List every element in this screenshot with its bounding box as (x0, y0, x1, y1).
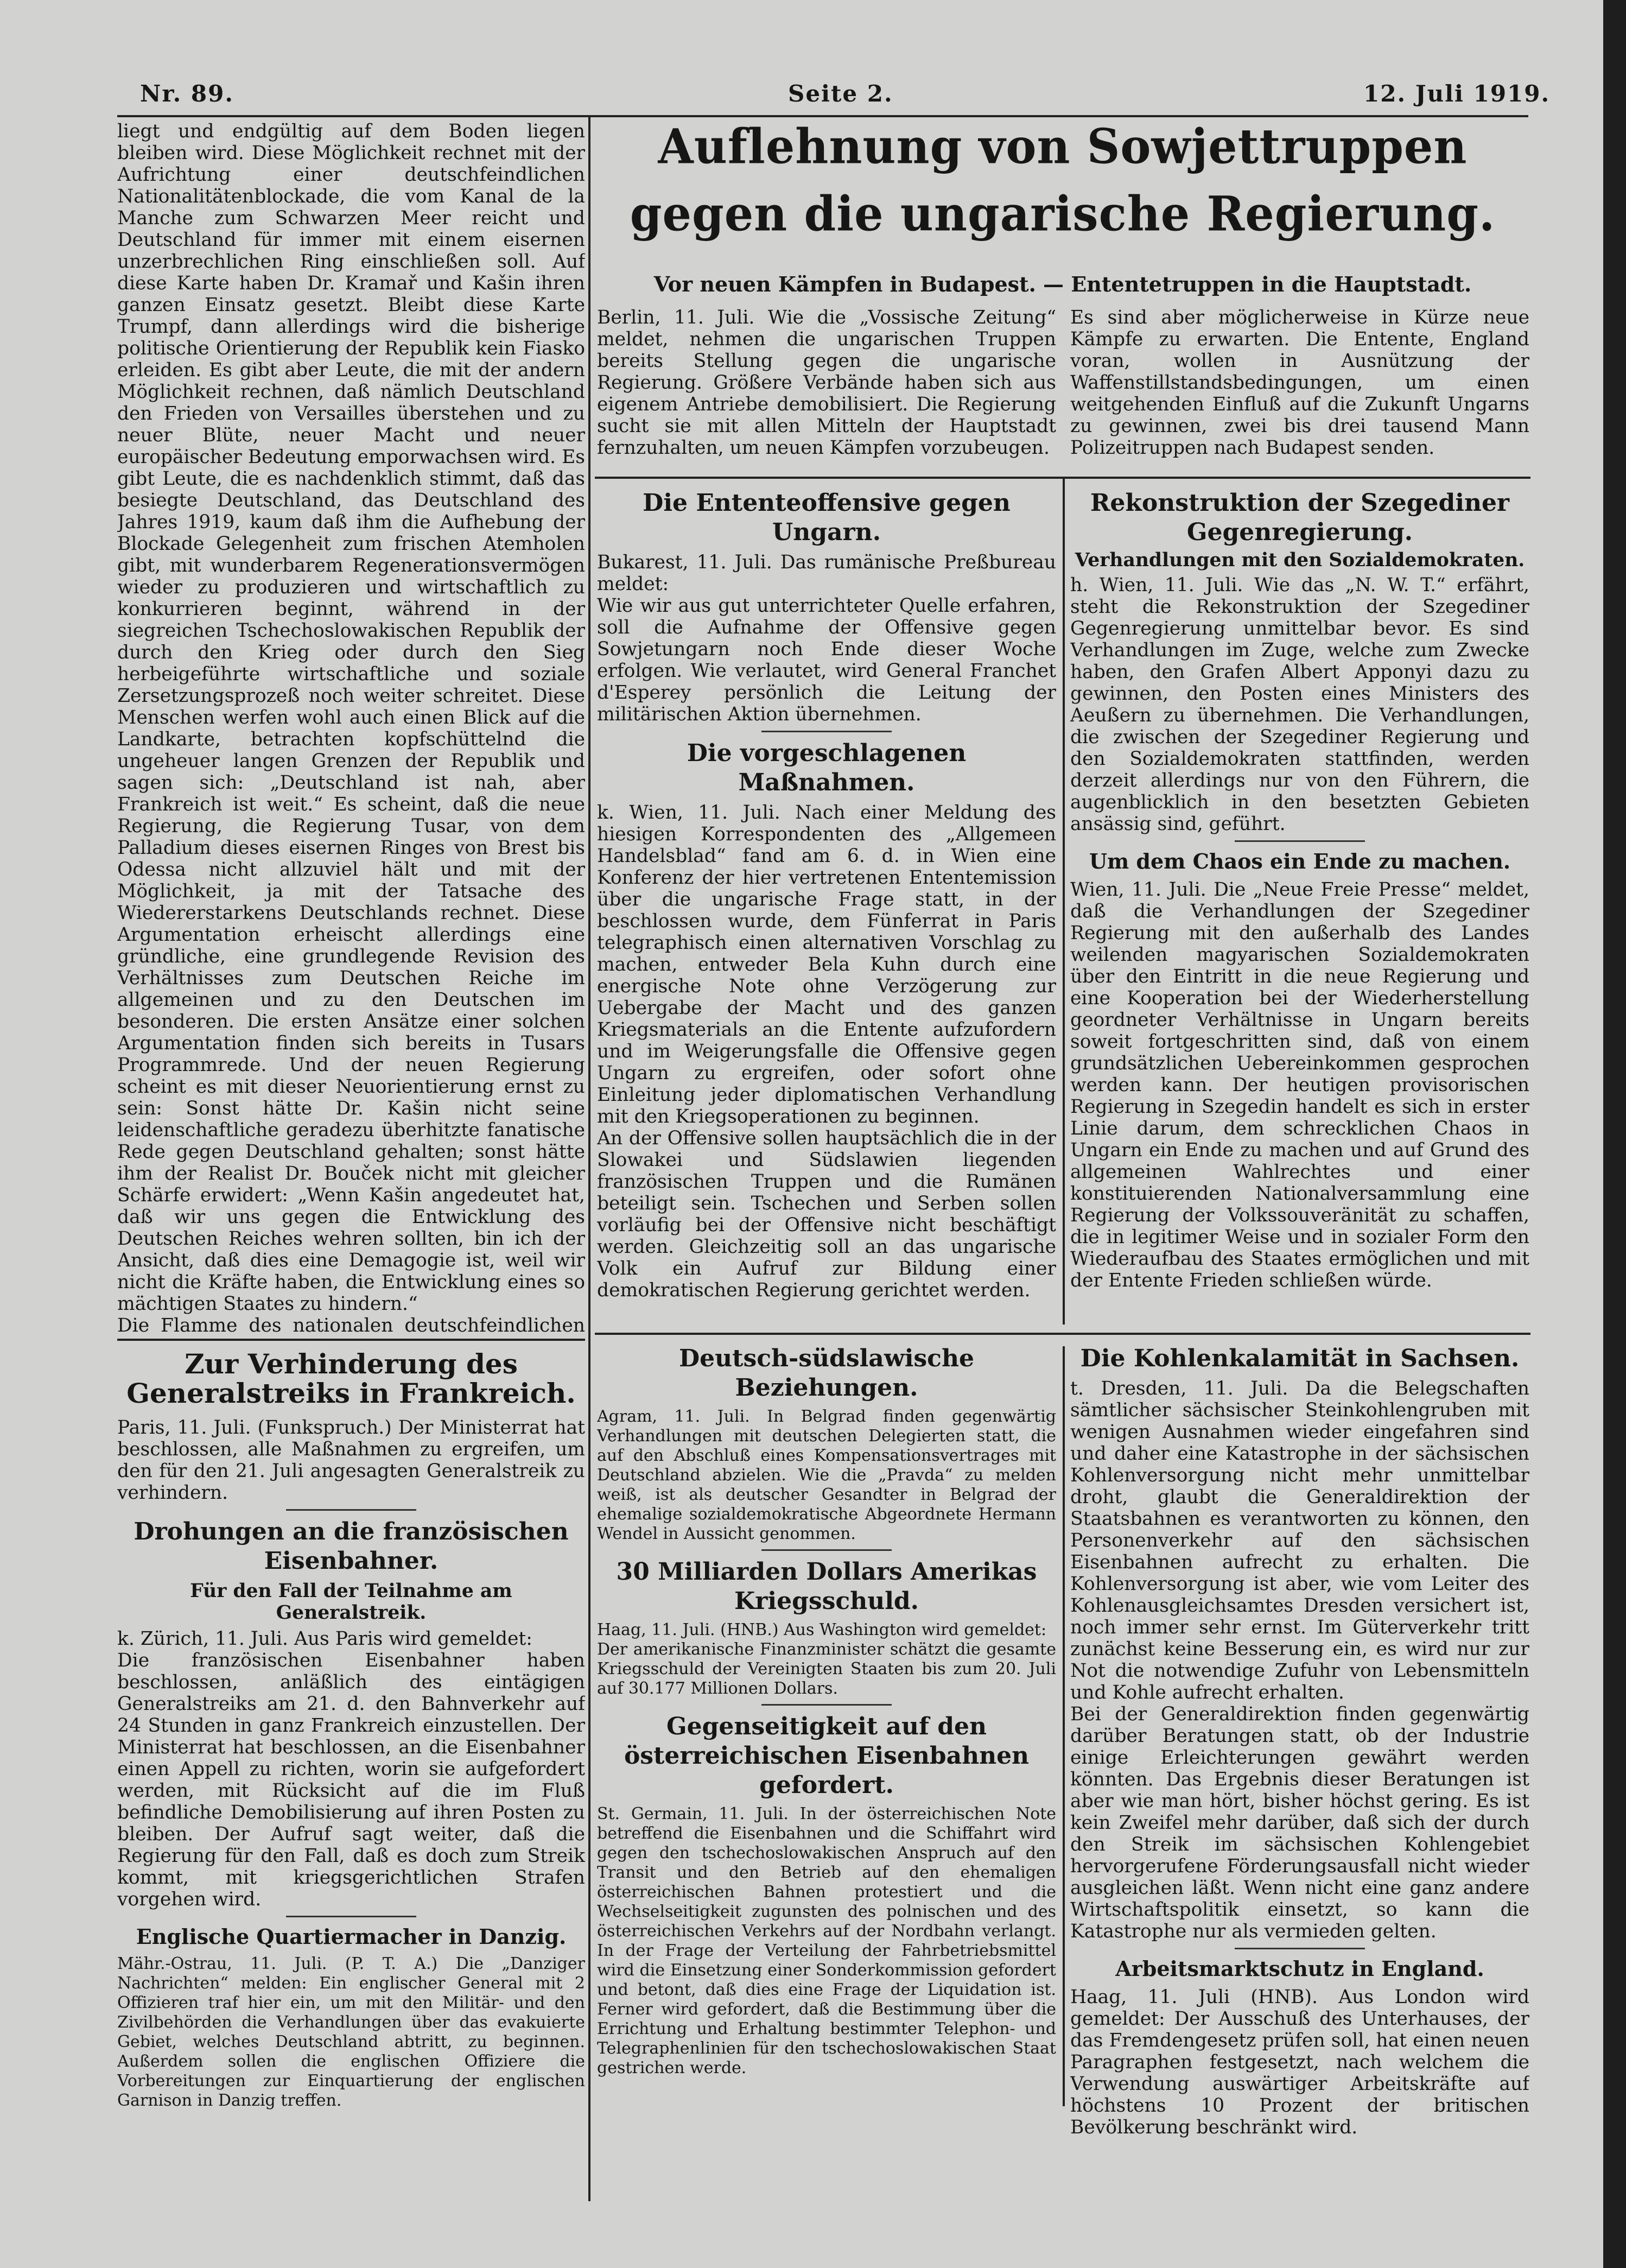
divider (1235, 1948, 1365, 1949)
subhead-threats: Für den Fall der Teilnahme am Generalstreik. (190, 1580, 512, 1624)
body-entente-offensive: Bukarest, 11. Juli. Das rumänische Preßbureau meldet: Wie wir aus gut unterrichteter Quelle erfahren, soll die Aufnahme der Offensive gegen Sowjetungarn noch Ende dieser Woche erfolgen. Wie verlautet, wird General Franchet d'Esperey persönlich die Leitung der militärischen Aktion übernehmen. (597, 552, 1056, 725)
headline-general-strike: Zur Verhinderung des Generalstreiks in Frankreich. (126, 1350, 576, 1409)
lead-body-right-col (1070, 307, 1529, 470)
headline-measures: Die vorgeschlagenen Maßnahmen. (687, 739, 967, 796)
page-label: Seite 2. (788, 80, 893, 107)
body-war-debt: Haag, 11. Juli. (HNB.) Aus Washington wird gemeldet: Der amerikanische Finanzminister schätzt die gesamte Kriegsschuld der Vereinigten Staaten bis zum 20. Juli auf 30.177 Millionen Dollars. (597, 1620, 1056, 1698)
left-column-lower (117, 1350, 585, 2240)
issue-date: 12. Juli 1919. (1363, 80, 1551, 107)
lead-body-right: Es sind aber möglicherweise in Kürze neue Kämpfe zu erwarten. Die Entente, England voran, wollen in Ausnützung der Waffenstillstandsbedingungen, um einen weitgehenden Einfluß auf die Zukunft Ungarns zu gewinnen, zwei bis drei tausend Mann Polizeitruppen nach Budapest senden. (1070, 307, 1529, 459)
headline-war-debt: 30 Milliarden Dollars Amerikas Kriegsschuld. (616, 1558, 1037, 1615)
headline-coal: Die Kohlenkalamität in Sachsen. (1080, 1345, 1520, 1372)
headline-entente-offensive: Die Ententeoffensive gegen Ungarn. (643, 489, 1011, 546)
headline-reciprocity: Gegenseitigkeit auf den österreichischen Eisenbahnen gefordert. (624, 1713, 1030, 1799)
right-column-lower (1070, 1344, 1529, 2234)
lead-body-left: Berlin, 11. Juli. Wie die „Vossische Zeitung“ meldet, nehmen die ungarischen Truppen bereits Stellung gegen die ungarische Regierung. Größere Verbände haben sich aus eigenem Antriebe demobilisiert. Die Regierung sucht sie mit allen Mitteln der Hauptstadt fernzuhalten, um neuen Kämpfen vorzubeugen. (597, 307, 1056, 459)
body-szegedin: h. Wien, 11. Juli. Wie das „N. W. T.“ erfährt, steht die Rekonstruktion der Szegediner Gegenregierung unmittelbar bevor. Es sind Verhandlungen im Zuge, welche zum Zwecke haben, den Grafen Albert Apponyi dazu zu gewinnen, den Posten eines Ministers des Aeußern zu übernehmen. Die Verhandlungen, die zwischen der Szegediner Regierung und den Sozialdemokraten stattfinden, werden derzeit allerdings nur von den Führern, die augenblicklich in den besetzten Gebieten ansässig sind, geführt. (1070, 574, 1529, 835)
issue-number: Nr. 89. (140, 80, 234, 107)
body-danzig: Mähr.-Ostrau, 11. Juli. (P. T. A.) Die „Danziger Nachrichten“ melden: Ein englischer General mit 2 Offizieren traf hier ein, um mit den Militär- und den Zivilbehörden die Verhandlungen über das evakuierte Gebiet, welches Deutschland abtritt, zu beginnen. Außerdem sollen die englischen Offiziere die Vorbereitungen zur Einquartierung der englischen Garnison in Danzig treffen. (117, 1954, 585, 2110)
headline-labor: Arbeitsmarktschutz in England. (1115, 1956, 1484, 1981)
body-measures: k. Wien, 11. Juli. Nach einer Meldung des hiesigen Korrespondenten des „Allgemeen Handelsblad“ fand am 6. d. in Wien eine Konferenz der hier vertretenen Ententemission über die ungarische Frage statt, in der beschlossen wurde, dem Fünferrat in Paris telegraphisch einen alternativen Vorschlag zu machen, entweder Bela Kuhn durch eine energische Note ohne Verzögerung zur Uebergabe der Macht und des ganzen Kriegsmaterials an die Entente aufzufordern und im Weigerungsfalle die Offensive gegen Ungarn zu ergreifen, oder sofort ohne Einleitung jeder diplomatischen Verhandlung mit den Kriegsoperationen zu beginnen. An der Offensive sollen hauptsächlich die in der Slowakei und Südslawien liegenden französischen Truppen und die Rumänen beteiligt sein. Tschechen und Serben sollen vorläufig bei der Offensive nicht beschäftigt werden. Gleichzeitig soll an das ungarische Volk ein Aufruf zur Bildung einer demokratischen Regierung gerichtet werden. (597, 802, 1056, 1301)
section-rule-middle (595, 1333, 1530, 1335)
headline-danzig: Englische Quartiermacher in Danzig. (136, 1924, 567, 1949)
continuation-text: liegt und endgültig auf dem Boden liegen bleiben wird. Diese Möglichkeit rechnet mit der Aufrichtung einer deutschfeindlichen Nationalitätenblockade, die vom Kanal de la Manche zum Schwarzen Meer reicht und Deutschland für immer mit einem eisernen unzerbrechlichen Ring einschließen soll. Auf diese Karte haben Dr. Kramař und Kašin ihren ganzen Einsatz gesetzt. Bleibt diese Karte Trumpf, dann allerdings wird die bisherige politische Orientierung der Republik kein Fiasko erleiden. Es gibt aber Leute, die mit der andern Möglichkeit rechnen, daß nämlich Deutschland den Frieden von Versailles überstehen und zu neuer Blüte, neuer Macht und neuer europäischer Bedeutung emporwachsen wird. Es gibt Leute, die es nachdenklich stimmt, daß das besiegte Deutschland, das Deutschland des Jahres 1919, kaum daß ihm die Aufhebung der Blockade Gelegenheit zum frischen Atemholen gibt, mit wunderbarem Regenerationsvermögen wieder zu produzieren und wirtschaftlich zu konkurrieren beginnt, während in der siegreichen Tschechoslowakischen Republik der durch den Krieg oder durch den Sieg herbeigeführte wirtschaftliche und soziale Zersetzungsprozeß noch weiter schreitet. Diese Menschen werfen wohl auch einen Blick auf die Landkarte, betrachten kopfschüttelnd die ungeheuer langen Grenzen der Republik und sagen sich: „Deutschland ist nah, aber Frankreich ist weit.“ Es scheint, daß die neue Regierung, die Regierung Tusar, von dem Palladium dieses eisernen Ringes von Brest bis Odessa nicht allzuviel hält und mit der Möglichkeit, ja mit der Tatsache des Wiedererstarkens Deutschlands rechnet. Diese Argumentation erheischt allerdings eine gründliche, eine grundlegende Revision des Verhältnisses zum Deutschen Reiche im allgemeinen und zu den Deutschen im besonderen. Die ersten Ansätze einer solchen Argumentation finden sich bereits in Tusars Programmrede. Und der neuen Regierung scheint es mit dieser Neuorientierung ernst zu sein: Sonst hätte Dr. Kašin nicht seine leidenschaftliche geradezu überhitzte fanatische Rede gegen Deutschland gehalten; sonst hätte ihm der Realist Dr. Bouček nicht mit gleicher Schärfe erwidert: „Wenn Kašin angedeutet hat, daß wir uns gegen die Entwicklung des Deutschen Reiches wehren sollten, bin ich der Ansicht, daß dies eine Demagogie ist, weil wir nicht die Kräfte haben, die Entwicklung eines so mächtigen Staates zu hindern.“ Die Flamme des nationalen deutschfeindlichen (117, 121, 585, 1336)
headline-szegedin: Rekonstruktion der Szegediner Gegenregierung. (1090, 489, 1510, 546)
divider (761, 731, 892, 732)
body-labor: Haag, 11. Juli (HNB). Aus London wird gemeldet: Der Ausschuß des Unterhauses, der das Fremdengesetz prüfen soll, hat einen neuen Paragraphen festgesetzt, nach welchem die Verwendung auswärtiger Arbeitskräfte auf höchstens 10 Prozent der britischen Bevölkerung beschränkt wird. (1070, 1986, 1529, 2138)
body-yugoslav: Agram, 11. Juli. In Belgrad finden gegenwärtig Verhandlungen mit deutschen Delegierten statt, die auf den Abschluß eines Kompensationsvertrages mit Deutschland abzielen. Wie die „Pravda“ zu melden weiß, ist als deutscher Gesandter in Belgrad der ehemalige sozialdemokratische Abgeordnete Hermann Wendel in Aussicht genommen. (597, 1407, 1056, 1543)
body-reciprocity: St. Germain, 11. Juli. In der österreichischen Note betreffend die Eisenbahnen und die Schiffahrt wird gegen den tschechoslowakischen Anspruch auf den Transit und den Betrieb auf den ehemaligen österreichischen Bahnen protestiert und die Wechselseitigkeit zugunsten des polnischen und des österreichischen Verkehrs auf der Nordbahn verlangt. In der Frage der Verteilung der Fahrbetriebsmittel wird die Einsetzung einer Sonderkommission gefordert und betont, daß dies eine Frage der Liquidation ist. Ferner wird gefordert, daß die Bestimmung über die Errichtung und Erhaltung bestimmter Telephon- und Telegraphenlinien für den tschechoslowakischen Staat gestrichen werde. (597, 1804, 1056, 2077)
scan-edge (1603, 0, 1626, 2268)
divider (286, 1916, 416, 1917)
divider (1235, 840, 1365, 842)
lead-subheadline: Vor neuen Kämpfen in Budapest. — Ententetruppen in die Hauptstadt. (653, 272, 1472, 296)
left-column-continuation (117, 121, 585, 1336)
divider (761, 1704, 892, 1706)
headline-chaos: Um dem Chaos ein Ende zu machen. (1089, 849, 1511, 873)
divider (286, 1509, 416, 1511)
divider (761, 1549, 892, 1551)
headline-threats: Drohungen an die französischen Eisenbahner. (134, 1518, 569, 1575)
column-rule-left (588, 117, 590, 2201)
middle-column-lower (597, 1344, 1056, 2234)
column-rule-upper-right (1063, 478, 1065, 1325)
lead-headline: Auflehnung von Sowjettruppen gegen die ungarische Regierung. (630, 118, 1496, 242)
subhead-szegedin: Verhandlungen mit den Sozialdemokraten. (1075, 549, 1525, 571)
body-general-strike: Paris, 11. Juli. (Funkspruch.) Der Ministerrat hat beschlossen, alle Maßnahmen zu ergreifen, um den für den 21. Juli angesagten Generalstreik zu verhindern. (117, 1417, 585, 1504)
left-column-rule (117, 1339, 585, 1341)
middle-column-upper (597, 489, 1056, 1329)
lead-body-left-col (597, 307, 1056, 470)
body-chaos: Wien, 11. Juli. Die „Neue Freie Presse“ meldet, daß die Verhandlungen der Szegediner Regierung mit den außerhalb des Landes weilenden magyarischen Sozialdemokraten über den Eintritt in die neue Regierung und eine Kooperation bei der Wiederherstellung geordneter Verhältnisse in Ungarn bereits soweit fortgeschritten sind, daß von einem grundsätzlichen Uebereinkommen gesprochen werden kann. Der heutigen provisorischen Regierung in Szegedin handelt es sich in erster Linie darum, dem schrecklichen Chaos in Ungarn ein Ende zu machen und auf Grund des allgemeinen Wahlrechtes und einer konstituierenden Nationalversammlung eine Regierung der Volkssouveränität zu schaffen, die in legitimer Weise und in sozialer Form den Wiederaufbau des Staates ermöglichen und mit der Entente Frieden schließen würde. (1070, 879, 1529, 1291)
lead-story-rule (595, 477, 1530, 479)
right-column-upper (1070, 489, 1529, 1329)
column-rule-lower-right (1063, 1346, 1065, 2106)
headline-yugoslav: Deutsch-südslawische Beziehungen. (679, 1345, 974, 1402)
body-threats: k. Zürich, 11. Juli. Aus Paris wird gemeldet: Die französischen Eisenbahner haben beschlossen, anläßlich des eintägigen Generalstreiks am 21. d. den Bahnverkehr auf 24 Stunden in ganz Frankreich einzustellen. Der Ministerrat hat beschlossen, an die Eisenbahner einen Appell zu richten, worin sie aufgefordert werden, mit Rücksicht auf die im Fluß befindliche Demobilisierung auf ihren Posten zu bleiben. Der Aufruf sagt weiter, daß die Regierung für den Fall, daß es doch zum Streik kommt, mit kriegsgerichtlichen Strafen vorgehen wird. (117, 1628, 585, 1910)
body-coal: t. Dresden, 11. Juli. Da die Belegschaften sämtlicher sächsischer Steinkohlengruben mit wenigen Ausnahmen wieder eingefahren sind und daher eine Katastrophe in der sächsischen Kohlenversorgung nicht mehr unmittelbar droht, glaubt die Generaldirektion der Staatsbahnen es verantworten zu können, den Personenverkehr auf den sächsischen Eisenbahnen aufrecht zu erhalten. Die Kohlenversorgung ist aber, wie vom Leiter des Kohlenausgleichsamtes Dresden versichert ist, noch immer sehr ernst. Im Güterverkehr tritt zunächst keine Besserung ein, es wird nur zur Not die notwendige Zufuhr von Lebensmitteln und Kohle aufrecht erhalten. Bei der Generaldirektion finden gegenwärtig darüber Beratungen statt, ob der Industrie einige Erleichterungen gewährt werden könnten. Das Ergebnis dieser Beratungen ist aber wie man hört, bisher höchst gering. Es ist kein Zweifel mehr darüber, daß sich der durch den Streik im sächsischen Kohlengebiet hervorgerufene Förderungsausfall nicht wieder ausgleichen läßt. Wenn nicht eine ganz andere Wirtschaftspolitik einsetzt, so kann die Katastrophe nur als vermieden gelten. (1070, 1378, 1529, 1942)
